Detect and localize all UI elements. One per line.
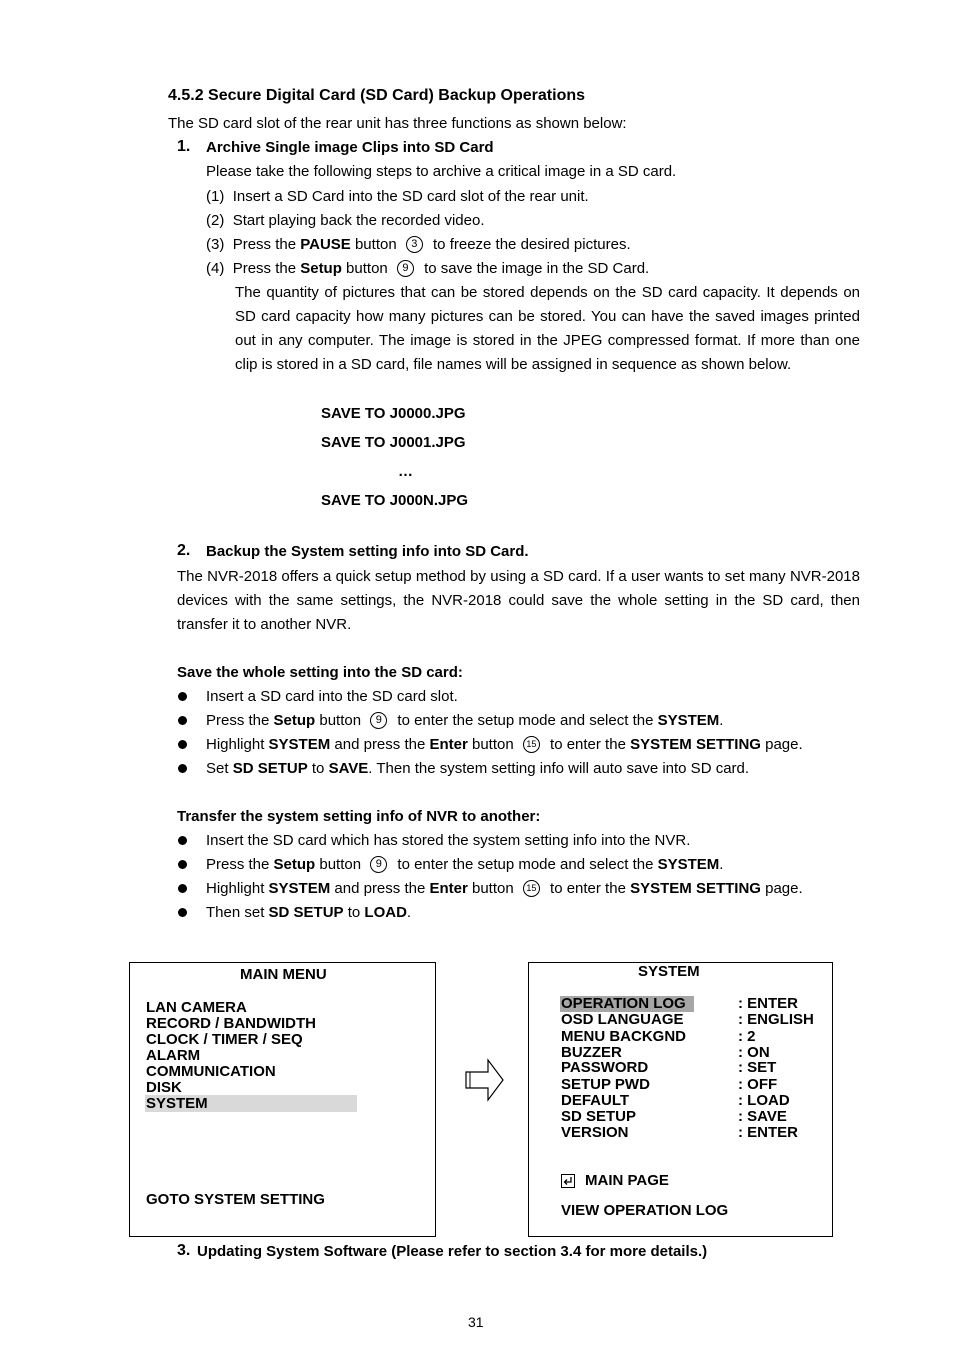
bullet-icon <box>178 860 187 869</box>
system-row-operation-log-value: : ENTER <box>738 995 798 1012</box>
item3-title: Updating System Software (Please refer to section 3.4 for more details.) <box>197 1243 708 1260</box>
system-row-buzzer-label[interactable]: BUZZER <box>561 1044 622 1061</box>
system-row-password-value: : SET <box>738 1059 777 1076</box>
section-intro: The SD card slot of the rear unit has three functions as shown below: <box>168 115 627 132</box>
goto-system-setting[interactable]: GOTO SYSTEM SETTING <box>146 1191 325 1208</box>
menu-item-disk[interactable]: DISK <box>146 1079 182 1096</box>
item2-number: 2. <box>177 542 191 559</box>
system-row-operation-log-label[interactable]: OPERATION LOG <box>561 995 686 1012</box>
system-row-sd-setup-label[interactable]: SD SETUP <box>561 1108 637 1125</box>
transfer-bullet-1: Insert the SD card which has stored the system setting info into the NVR. <box>206 832 691 849</box>
transfer-bullet-4: Then set SD SETUP to LOAD. <box>206 904 412 921</box>
system-row-sd-setup-value: : SAVE <box>738 1108 787 1125</box>
system-row-osd-language-value: : ENGLISH <box>738 1011 814 1028</box>
item1-number: 1. <box>177 138 191 155</box>
right-arrow-icon <box>464 1058 506 1102</box>
view-operation-log-link[interactable]: VIEW OPERATION LOG <box>561 1202 729 1219</box>
system-row-password-label[interactable]: PASSWORD <box>561 1059 649 1076</box>
button-9-icon: 9 <box>397 260 414 277</box>
button-15-icon: 15 <box>523 880 540 897</box>
bullet-icon <box>178 836 187 845</box>
bullet-icon <box>178 692 187 701</box>
return-icon[interactable] <box>561 1174 575 1188</box>
system-row-version-label[interactable]: VERSION <box>561 1124 629 1141</box>
step-1: (1) Insert a SD Card into the SD card slot of the rear unit. <box>206 188 589 205</box>
main-menu-title: MAIN MENU <box>240 966 327 983</box>
item3-number: 3. <box>177 1242 191 1259</box>
item2-paragraph: The NVR-2018 offers a quick setup method by using a SD card. If a user wants to set many NVR-2018 devices with the same settings, the NVR-2018 could save the whole setting in the SD card, then transfer it to another NVR. <box>177 568 860 633</box>
save-bullet-3: Highlight SYSTEM and press the Enter button 15 to enter the SYSTEM SETTING page. <box>206 736 803 753</box>
transfer-bullet-2: Press the Setup button 9 to enter the setup mode and select the SYSTEM. <box>206 856 724 873</box>
menu-item-clock-timer-seq[interactable]: CLOCK / TIMER / SEQ <box>146 1031 303 1048</box>
system-row-menu-backgnd-label[interactable]: MENU BACKGND <box>561 1028 686 1045</box>
save-bullet-1: Insert a SD card into the SD card slot. <box>206 688 458 705</box>
bullet-icon <box>178 764 187 773</box>
menu-item-alarm[interactable]: ALARM <box>146 1047 201 1064</box>
step-3: (3) Press the PAUSE button 3 to freeze the desired pictures. <box>206 236 631 253</box>
system-row-buzzer-value: : ON <box>738 1044 770 1061</box>
system-row-default-label[interactable]: DEFAULT <box>561 1092 630 1109</box>
system-row-menu-backgnd-value: : 2 <box>738 1028 756 1045</box>
file-name-0: SAVE TO J0000.JPG <box>321 405 466 422</box>
bullet-icon <box>178 716 187 725</box>
section-title: 4.5.2 Secure Digital Card (SD Card) Backup Operations <box>168 87 586 104</box>
menu-item-lan-camera[interactable]: LAN CAMERA <box>146 999 247 1016</box>
system-row-version-value: : ENTER <box>738 1124 798 1141</box>
button-9-icon: 9 <box>370 856 387 873</box>
button-3-icon: 3 <box>406 236 423 253</box>
transfer-bullet-3: Highlight SYSTEM and press the Enter button 15 to enter the SYSTEM SETTING page. <box>206 880 803 897</box>
save-heading: Save the whole setting into the SD card: <box>177 664 463 681</box>
menu-item-system[interactable]: SYSTEM <box>146 1095 208 1112</box>
button-15-icon: 15 <box>523 736 540 753</box>
system-row-setup-pwd-value: : OFF <box>738 1076 778 1093</box>
bullet-icon <box>178 908 187 917</box>
save-bullet-4: Set SD SETUP to SAVE. Then the system setting info will auto save into SD card. <box>206 760 750 777</box>
system-row-setup-pwd-label[interactable]: SETUP PWD <box>561 1076 650 1093</box>
item2-title: Backup the System setting info into SD Card. <box>206 543 529 560</box>
item1-lead: Please take the following steps to archive a critical image in a SD card. <box>206 163 677 180</box>
step-2: (2) Start playing back the recorded video. <box>206 212 485 229</box>
bullet-icon <box>178 740 187 749</box>
transfer-heading: Transfer the system setting info of NVR to another: <box>177 808 541 825</box>
bullet-icon <box>178 884 187 893</box>
file-name-ellipsis: … <box>398 463 413 480</box>
menu-item-communication[interactable]: COMMUNICATION <box>146 1063 276 1080</box>
menu-item-record-bandwidth[interactable]: RECORD / BANDWIDTH <box>146 1015 316 1032</box>
item1-paragraph: The quantity of pictures that can be stored depends on the SD card capacity. It depends on SD card capacity how many pictures can be stored. You can have the saved images printed out in any computer. The image is stored in the JPEG compressed format. If more than one clip is stored in a SD card, file names will be assigned in sequence as shown below. <box>235 284 860 373</box>
save-bullet-2: Press the Setup button 9 to enter the setup mode and select the SYSTEM. <box>206 712 724 729</box>
file-name-1: SAVE TO J0001.JPG <box>321 434 466 451</box>
page-number: 31 <box>468 1314 484 1330</box>
main-page-link[interactable]: MAIN PAGE <box>585 1172 669 1189</box>
item1-title: Archive Single image Clips into SD Card <box>206 139 494 156</box>
step-4: (4) Press the Setup button 9 to save the image in the SD Card. <box>206 260 650 277</box>
system-row-default-value: : LOAD <box>738 1092 790 1109</box>
system-row-osd-language-label[interactable]: OSD LANGUAGE <box>561 1011 684 1028</box>
system-menu-title: SYSTEM <box>638 963 700 980</box>
button-9-icon: 9 <box>370 712 387 729</box>
file-name-n: SAVE TO J000N.JPG <box>321 492 469 509</box>
